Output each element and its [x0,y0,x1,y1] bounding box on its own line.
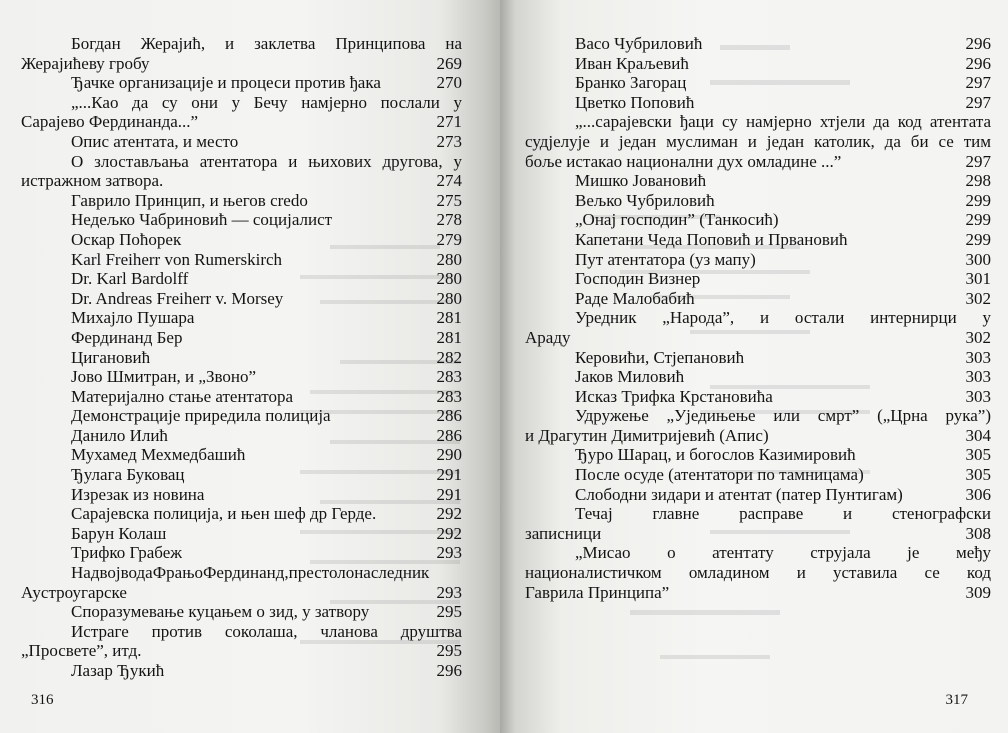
toc-entry [21,93,462,132]
toc-entry-title-line: Сарајево Фердинанда...” [21,112,199,132]
toc-entry-title-line: Опис атентата, и место [71,131,239,151]
toc-entry-page-number: 295 [436,641,462,661]
toc-entry [21,230,462,250]
toc-entry-title-line: Демонстрације приредила полиција [71,406,331,426]
toc-entry-title-line: Михајло Пушара [71,308,195,328]
toc-entry-page-number: 297 [965,92,991,112]
toc-entry-title-line: Karl Freiherr von Rumerskirch [71,249,283,269]
toc-entry [21,465,462,485]
toc-entry-page-number: 271 [436,112,462,132]
toc-entry-page-number: 296 [436,661,462,680]
toc-entry [525,504,991,543]
toc-entry-row [525,348,991,368]
toc-entry-row [525,524,991,544]
toc-entry [525,250,991,270]
toc-entry-title-line: Dr. Karl Bardolff [71,269,189,289]
toc-entry-title-line: Изрезак из новина [71,484,205,504]
toc-entry [525,485,991,505]
toc-entry-title-line: Трифко Грабеж [71,543,183,563]
toc-entry-row [525,210,991,230]
toc-entry-title-line: Ђачке организације и процеси против ђака [71,73,381,93]
toc-entry [21,504,462,524]
toc-entry-title-line: Лазар Ђукић [71,661,165,680]
toc-entry-title-line: Данило Илић [71,425,168,445]
toc-entry-page-number: 299 [965,229,991,249]
toc-entry-page-number: 280 [436,288,462,308]
toc-entry-title-line: Цветко Поповић [575,92,695,112]
toc-entry-page-number: 305 [965,445,991,465]
toc-entry-page-number: 299 [965,210,991,230]
toc-entry-row [21,583,462,603]
toc-entry-row [525,485,991,505]
toc-entry-row [21,73,462,93]
toc-entry-page-number: 303 [965,367,991,387]
toc-entry [525,230,991,250]
toc-entry-row [21,289,462,309]
toc-entry-title-line: „Онај господин” (Танкосић) [575,210,779,230]
toc-entry-page-number: 286 [436,406,462,426]
toc-entry [525,54,991,74]
toc-entry-title-line: Иван Краљевић [575,53,689,73]
toc-entry-row [525,445,991,465]
toc-entry [21,367,462,387]
toc-entry-page-number: 293 [436,582,462,602]
toc-entry-row [21,210,462,230]
toc-entry-page-number: 269 [436,53,462,73]
toc-entry [21,543,462,563]
toc-entry [525,210,991,230]
toc-entry [21,289,462,309]
toc-entry-title-line: Цигановић [71,347,151,367]
toc-entry-page-number: 302 [965,288,991,308]
toc-entry-page-number: 304 [965,425,991,445]
toc-entry-page-number: 278 [436,210,462,230]
toc-entry-title-line: Пут атентатора (уз мапу) [575,249,756,269]
toc-entry [525,191,991,211]
toc-entry-title-line: Сарајевска полиција, и њен шеф др Герде. [71,504,377,524]
toc-entry-title-line: Материјално стање атентатора [71,386,294,406]
toc-entry-title-line: Слободни зидари и атентат (патер Пунтигам) [575,484,903,504]
toc-entry-page-number: 280 [436,249,462,269]
toc-entry [525,73,991,93]
toc-entry [21,485,462,505]
toc-entry-row [21,171,462,191]
toc-entry-page-number: 299 [965,190,991,210]
toc-entry-page-number: 298 [965,171,991,191]
toc-entry-page-number: 283 [436,386,462,406]
toc-entry [21,426,462,446]
toc-entry-page-number: 292 [436,523,462,543]
toc-entry-title-line: судјелује и један муслиман и један католик, да би се тим [525,131,991,151]
toc-entry-title-line: Удружење „Уједињење или смрт” („Црна рука”) [575,406,991,426]
toc-entry [525,171,991,191]
toc-entry-row [525,152,991,172]
toc-entry-title-line: Раде Малобабић [575,288,695,308]
toc-entry [21,132,462,152]
toc-entry-page-number: 280 [436,269,462,289]
toc-entry [21,406,462,426]
toc-entry [525,406,991,445]
toc-entry-row [525,250,991,270]
toc-entry-row [525,328,991,348]
toc-entry-title-line: Араду [525,327,571,347]
toc-entry-page-number: 305 [965,465,991,485]
toc-entry [21,622,462,661]
toc-entry-page-number: 290 [436,445,462,465]
toc-entry-row [21,661,462,681]
toc-entry [525,308,991,347]
toc-entry-page-number: 295 [436,602,462,622]
toc-entry-title-line: Гаврило Принцип, и његов credo [71,190,308,210]
toc-entry-row [525,54,991,74]
toc-entry-title-line: Јово Шмитран, и „Звоно” [71,367,257,387]
toc-entry-page-number: 297 [965,151,991,171]
toc-entry-row [21,348,462,368]
toc-entry-title-line: Жерајићеву гробу [21,53,150,73]
toc-entry-title-line: Споразумевање куцањем о зид, у затвору [71,602,370,622]
toc-entry-row [525,269,991,289]
toc-entry-title-line: Мишко Јовановић [575,171,707,191]
toc-entry-page-number: 279 [436,229,462,249]
toc-entry-row [21,367,462,387]
toc-entry [525,367,991,387]
toc-entry-title-line: Господин Визнер [575,269,701,289]
right-page [500,0,1008,733]
toc-entry [525,445,991,465]
toc-entry-title-line: Dr. Andreas Freiherr v. Morsey [71,288,284,308]
toc-entry-page-number: 286 [436,425,462,445]
toc-entry-row [21,387,462,407]
toc-entry-row [21,602,462,622]
toc-entry-row [21,328,462,348]
toc-entry [21,661,462,681]
toc-entry-title-line: Капетани Чеда Поповић и Прванoвић [575,229,848,249]
toc-entry-title-line: Недељко Чабриновић — социјалист [71,210,333,230]
toc-entries-right [525,34,991,602]
toc-entry [21,34,462,73]
toc-entry-title-line: Исказ Трифка Крстановића [575,386,773,406]
toc-entry-title-line: Бранко Загорац [575,73,687,93]
toc-entry-row [21,543,462,563]
toc-entry-title-line: Гаврила Принципа” [525,582,670,602]
toc-entry-page-number: 293 [436,543,462,563]
toc-entry [525,289,991,309]
toc-entry-title-line: О злостављања атентатора и њихових другова, у [71,151,462,171]
toc-entry-row [21,406,462,426]
toc-entry-title-line: Аустроугарске [21,582,127,602]
toc-entry-row [21,54,462,74]
toc-entry-row [525,171,991,191]
toc-entry-page-number: 303 [965,347,991,367]
toc-entry-row [525,230,991,250]
toc-entry-row [21,445,462,465]
toc-entry-row [525,73,991,93]
toc-entry-page-number: 273 [436,131,462,151]
toc-entry-title-line: Уредник „Народа”, и остали интернирци у [575,308,991,328]
toc-entry-row [21,269,462,289]
toc-entry-row [21,191,462,211]
toc-entry-row [21,308,462,328]
toc-entry-row [21,426,462,446]
toc-entry [21,445,462,465]
toc-entry [525,348,991,368]
toc-entry-row [525,93,991,113]
toc-entry-page-number: 308 [965,523,991,543]
toc-entry-title-line: Течај главне расправе и стенографски [575,504,991,524]
toc-entry-title-line: Фердинанд Бер [71,327,183,347]
toc-entry-page-number: 296 [965,53,991,73]
toc-entry-title-line: Мухамед Мехмедбашић [71,445,246,465]
toc-entry [21,602,462,622]
toc-entry-page-number: 300 [965,249,991,269]
toc-entry-page-number: 291 [436,484,462,504]
toc-entry-title-line: Керовићи, Стјепановић [575,347,745,367]
toc-entry-title-line: После осуде (атентатори по тамницама) [575,465,864,485]
toc-entry [21,269,462,289]
toc-entry [21,524,462,544]
toc-entry-page-number: 281 [436,308,462,328]
left-page [0,0,500,733]
toc-entry-title-line: Вељко Чубриловић [575,190,715,210]
toc-entry-row [21,524,462,544]
toc-entry-row [21,641,462,661]
toc-entry-row [21,485,462,505]
toc-entry [21,348,462,368]
toc-entry-row [525,191,991,211]
toc-entry-page-number: 274 [436,171,462,191]
toc-entry-page-number: 275 [436,190,462,210]
toc-entry-title-line: НадвојводаФрањоФердинанд,престолонаследник [71,563,430,583]
toc-entry [525,465,991,485]
toc-entry-title-line: Ђулага Буковац [71,465,185,485]
toc-entry-page-number: 296 [965,34,991,53]
toc-entry-row [525,387,991,407]
toc-entry-row [525,426,991,446]
toc-entry-page-number: 302 [965,327,991,347]
toc-entry-row [525,465,991,485]
toc-entry-title-line: записници [525,523,602,543]
toc-entry-row [21,112,462,132]
toc-entry-title-line: Јаков Миловић [575,367,685,387]
toc-entry-title-line: „...сарајевски ђаци су намјерно хтјели да код атентата [575,112,991,132]
toc-entry [21,387,462,407]
toc-entry-page-number: 301 [965,269,991,289]
toc-entry-title-line: Оскар Поћорек [71,229,182,249]
toc-entry [21,191,462,211]
toc-entry-title-line: Истраге против соколаша, чланова друштва [71,621,462,641]
toc-entry [21,73,462,93]
toc-entry-page-number: 306 [965,484,991,504]
toc-entry-page-number: 282 [436,347,462,367]
toc-entry-page-number: 303 [965,386,991,406]
toc-entry-row [21,465,462,485]
toc-entry-row [21,230,462,250]
page-number: 317 [945,692,968,708]
toc-entry-page-number: 309 [965,582,991,602]
toc-entry-page-number: 270 [436,73,462,93]
toc-entry-row [525,583,991,603]
toc-entry-page-number: 297 [965,73,991,93]
toc-entry [21,152,462,191]
toc-entry-row [21,504,462,524]
toc-entry-title-line: националистичком омладином и уставила се код [525,563,991,583]
toc-entry-title-line: Васо Чубриловић [575,34,703,53]
toc-entry-title-line: Богдан Жерајић, и заклетва Принципова на [71,34,462,53]
toc-entry-page-number: 291 [436,465,462,485]
toc-entry-row [21,250,462,270]
toc-entry [525,543,991,602]
toc-entry [21,210,462,230]
toc-entry [525,93,991,113]
toc-entry-title-line: Ђуро Шарац, и богослов Казимировић [575,445,856,465]
toc-entry [21,328,462,348]
toc-entry [21,563,462,602]
toc-entry-row [525,34,991,54]
toc-entry-title-line: боље истакао национални дух омладине ...” [525,151,842,171]
toc-entry-title-line: „Просвете”, итд. [21,641,142,661]
toc-entry-title-line: Барун Колаш [71,523,167,543]
toc-entry-title-line: истражном затвора. [21,171,164,191]
toc-entry [525,112,991,171]
toc-entry-title-line: „Мисао о атентату струјала је међу [575,543,991,563]
toc-entry [21,250,462,270]
toc-entry-page-number: 292 [436,504,462,524]
toc-entry [525,387,991,407]
toc-entry-page-number: 281 [436,327,462,347]
toc-entries-left [21,34,462,681]
toc-entry-title-line: и Драгутин Димитријевић (Апис) [525,425,769,445]
toc-entry-title-line: „...Као да су они у Бечу намјерно послали у [71,92,462,112]
toc-entry [21,308,462,328]
toc-entry [525,34,991,54]
toc-entry-row [525,367,991,387]
toc-entry-row [21,132,462,152]
toc-entry [525,269,991,289]
toc-entry-page-number: 283 [436,367,462,387]
page-number: 316 [31,692,54,708]
toc-entry-row [525,289,991,309]
